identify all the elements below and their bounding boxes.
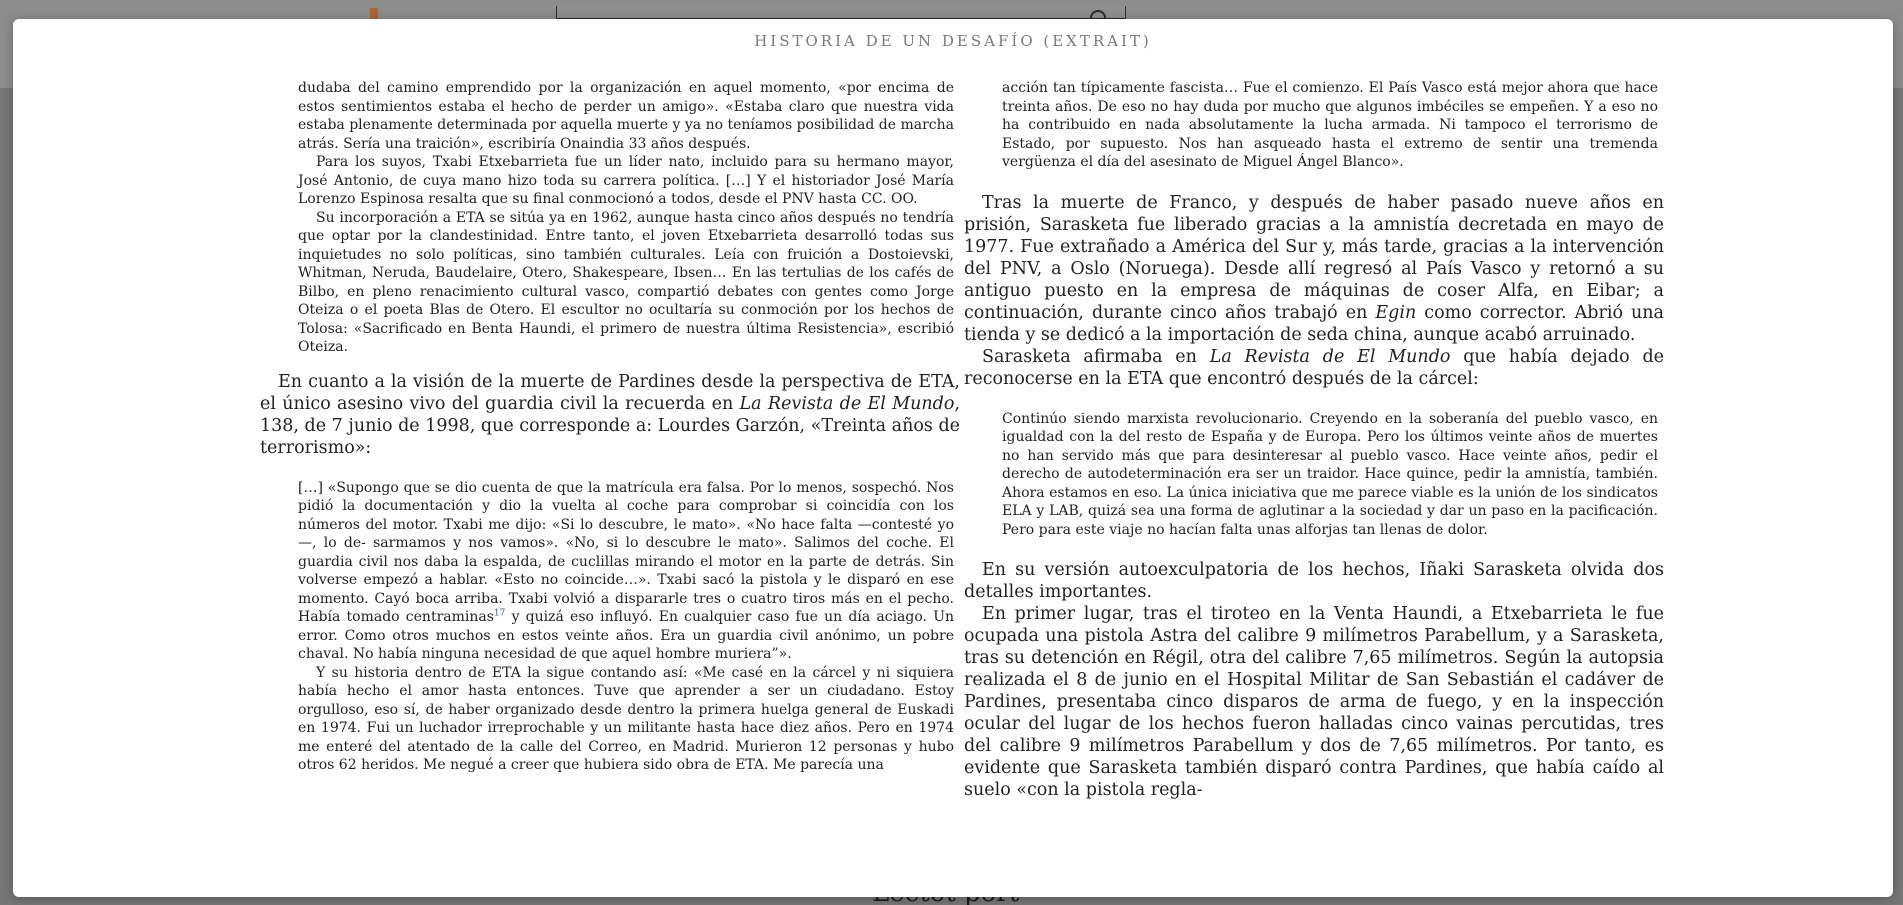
right-column xyxy=(964,79,1664,801)
quote-block xyxy=(964,79,1664,172)
reader-modal xyxy=(13,19,1893,897)
quote-paragraph: dudaba del camino emprendido por la organización en aquel momento, «por encima de estos sentimientos estaba el hecho de perder un amigo». «Estaba claro que nuestra vida estaba plenamente determinada por aquella muerte y ya no teníamos posibilidad de marcha atrás. Sería una traición», escribiría Onaindia 33 años después. xyxy=(298,80,954,152)
body-paragraph: En cuanto a la visión de la muerte de Pardines desde la perspectiva de ETA, el único asesino vivo del guardia civil la recuerda en La Revista de El Mundo, 138, de 7 junio de 1998, que corresponde a: Lourdes Garzón, «Treinta años de terrorismo»: xyxy=(260,371,960,458)
quote-block xyxy=(260,79,960,357)
body-paragraph: En primer lugar, tras el tiroteo en la Venta Haundi, a Etxebarrieta le fue ocupada una pistola Astra del calibre 9 milímetros Parabellum, y a Sarasketa, tras su detención en Régil, otra del calibre 7,65 milímetros. Según la autopsia realizada el 8 de junio en el Hospital Militar de San Sebastián el cadáver de Pardines, presentaba cinco disparos de arma de fuego, y en la inspección ocular del lugar de los hechos fueron halladas cinco vainas percutidas, tres del calibre 9 milímetros Parabellum y dos de 7,65 milímetros. Por tanto, es evidente que Sarasketa también disparó contra Pardines, que había caído al suelo «con la pistola regla- xyxy=(964,604,1664,800)
quote-block xyxy=(260,479,960,775)
body-paragraph: Sarasketa afirmaba en La Revista de El Mundo que había dejado de reconocerse en la ETA que encontró después de la cárcel: xyxy=(964,346,1664,389)
quote-block xyxy=(964,410,1664,540)
body-paragraph: En su versión autoexculpatoria de los hechos, Iñaki Sarasketa olvida dos detalles importantes. xyxy=(964,560,1664,602)
background-search-bar xyxy=(556,6,1126,19)
quote-paragraph: Y su historia dentro de ETA la sigue contando así: «Me casé en la cárcel y ni siquiera había hecho el amor hasta entonces. Tuve que aprender a ser un ciudadano. Estoy orgulloso, eso sí, de haber organizado desde dentro la primera huelga general de Euskadi en 1974. Fui un luchador irreprochable y un militante hasta hace diez años. Pero en 1974 me enteré del atentado de la calle del Correo, en Madrid. Murieron 12 personas y hubo otros 62 heridos. Me negué a creer que hubiera sido obra de ETA. Me parecía una xyxy=(298,664,954,773)
quote-paragraph: […] «Supongo que se dio cuenta de que la matrícula era falsa. Por lo menos, sospechó. Nos pidió la documentación y dio la vuelta al coche para comprobar si coincidía con los números del motor. Txabi me dijo: «Si lo descubre, le mato». «No hace falta —contesté yo—, lo de- sarmamos y nos vamos». «No, si lo descubre le mato». Salimos del coche. El guardia civil nos daba la espalda, de cuclillas mirando el motor en la parte de detrás. Sin volverse empezó a hablar. «Esto no coincide…». Txabi sacó la pistola y le disparó en ese momento. Cayó boca arriba. Txabi volvió a dispararle tres o cuatro tiros más en el pecho. Había tomado centraminas$^{17}$ y quizá eso influyó. En cualquier caso fue un día aciago. Un error. Como otros muchos en estos veinte años. Era un guardia civil anónimo, un pobre chaval. No había ninguna necesidad de que aquel hombre muriera”». xyxy=(298,479,955,662)
modal-title: HISTORIA DE UN DESAFÍO (EXTRAIT) xyxy=(754,32,1152,50)
footnote-link[interactable]: 17 xyxy=(493,608,506,619)
quote-paragraph: Su incorporación a ETA se sitúa ya en 1962, aunque hasta cinco años después no tendría que optar por la clandestinidad. Entre tanto, el joven Etxebarrieta desarrolló todas sus inquietudes no solo políticas, sino también culturales. Leía con fruición a Dostoievski, Whitman, Neruda, Baudelaire, Otero, Shakespeare, Ibsen… En las tertulias de los cafés de Bilbo, en pleno renacimiento cultural vasco, compartió debates con gentes como Jorge Oteiza o el poeta Blas de Otero. El escultor no ocultaría su conmoción por los hechos de Tolosa: «Sacrificado en Benta Haundi, el primero de nuestra última Resistencia», escribió Oteiza. xyxy=(298,209,954,355)
left-column xyxy=(260,79,960,775)
quote-paragraph: Continúo siendo marxista revolucionario. Creyendo en la soberanía del pueblo vasco, en igualdad con la del resto de España y de Europa. Pero los últimos veinte años de muertes no han servido más que para desinteresar al pueblo vasco. Hace veinte años, pedir el derecho de autodeterminación era ser un traidor. Hace quince, pedir la amnistía, también. Ahora estamos en eso. La única iniciativa que me parece viable es la unión de los sindicatos ELA y LAB, quizá sea una forma de aglutinar a la sociedad y dar un paso en la pacificación. Pero para este viaje no hacían falta unas alforjas tan llenas de dolor. xyxy=(1002,410,1658,538)
body-paragraph: Tras la muerte de Franco, y después de haber pasado nueve años en prisión, Sarasketa fue liberado gracias a la amnistía decretada en mayo de 1977. Fue extrañado a América del Sur y, más tarde, gracias a la intervención del PNV, a Oslo (Noruega). Desde allí regresó al País Vasco y retornó a su antiguo puesto en la empresa de máquinas de coser Alfa, en Eibar; a continuación, durante cinco años trabajó en Egin como corrector. Abrió una tienda y se dedicó a la importación de seda china, aunque acabó arruinado. xyxy=(964,192,1664,345)
quote-paragraph: acción tan típicamente fascista… Fue el comienzo. El País Vasco está mejor ahora que hace treinta años. De eso no hay duda por mucho que algunos imbéciles se empeñen. Y a eso no ha contribuido en nada absolutamente la lucha armada. Ni tampoco el terrorismo de Estado, por supuesto. Nos han asqueado hasta el extremo de sentir una tremenda vergüenza el día del asesinato de Miguel Ángel Blanco». xyxy=(1002,80,1658,170)
quote-paragraph: Para los suyos, Txabi Etxebarrieta fue un líder nato, incluido para su hermano mayor, José Antonio, de cuya mano hizo toda su carrera política. […] Y el historiador José María Lorenzo Espinosa resalta que su final conmocionó a todos, desde el PNV hasta CC. OO. xyxy=(298,154,954,207)
